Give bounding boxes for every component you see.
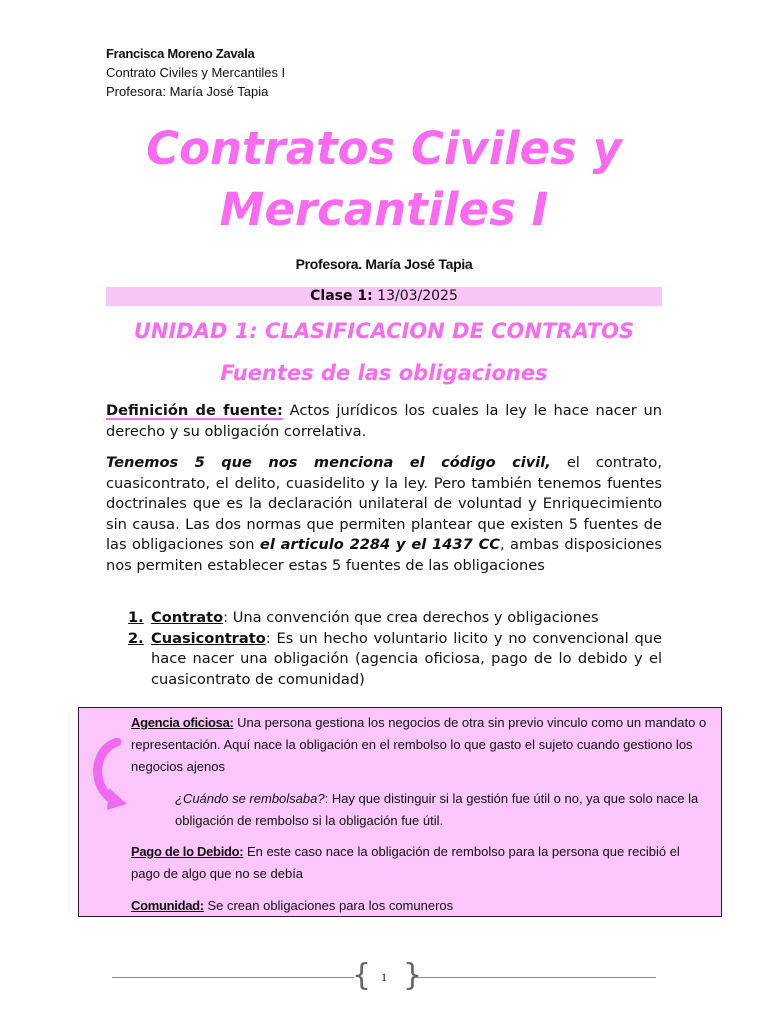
page-number: 1 (381, 970, 387, 984)
clase-label: Clase 1: (310, 288, 373, 304)
comunidad-text: Se crean obligaciones para los comuneros (203, 898, 454, 913)
pago-text: En este caso nace la obligación de rembolso para la persona que recibió el pago de algo que no se debía (131, 844, 680, 881)
list-label: Contrato (151, 609, 224, 626)
list-item (128, 608, 662, 629)
course-name: Contrato Civiles y Mercantiles I (106, 65, 286, 80)
section-heading: Fuentes de las obligaciones (220, 361, 548, 385)
title-line-2: Mercantiles I (219, 183, 549, 236)
sources-list (128, 608, 662, 690)
right-brace-icon: } (403, 958, 423, 993)
document-header (106, 44, 285, 101)
definition-label: Definición de fuente: (106, 402, 283, 419)
pago-label: Pago de lo Debido: (131, 844, 244, 859)
left-brace-icon: { (352, 958, 372, 993)
professor-line: Profesora. María José Tapia (295, 256, 473, 272)
definition-text: Actos jurídicos los cuales la ley le hace nacer un derecho y su obligación correlativa. (106, 402, 663, 440)
articles-reference: el articulo 2284 y el 1437 CC (259, 536, 500, 553)
footer-divider-left (112, 977, 354, 978)
sources-text-1: el contrato, cuasicontrato, el delito, cuasidelito y la ley. Pero también tenemos fuentes doctrinales que es la declaración unilateral de voluntad y Enriquecimiento sin causa. Las dos normas que permiten plantear que existen 5 fuentes de las obligaciones son (106, 454, 663, 553)
author-name: Francisca Moreno Zavala (106, 46, 255, 61)
unit-heading: UNIDAD 1: CLASIFICACION DE CONTRATOS (133, 319, 635, 343)
definition-paragraph (106, 401, 662, 442)
title-line-1: Contratos Civiles y (146, 122, 622, 175)
comunidad-paragraph (131, 895, 711, 917)
rembolso-answer: : Hay que distinguir si la gestión fue útil o no, ya que solo nace la obligación de rembolso si la obligación fue útil. (175, 791, 699, 828)
list-item (128, 629, 662, 691)
footer-divider-right (414, 977, 656, 978)
clase-bar (106, 287, 662, 306)
agencia-text: Una persona gestiona los negocios de otra sin previo vinculo como un mandato o representación. Aquí nace la obligación en el rembolso lo que gasto el sujeto cuando gestiono los negocios ajenos (131, 715, 707, 774)
agencia-label: Agencia oficiosa: (131, 715, 234, 730)
rembolso-question: ¿Cuándo se rembolsaba? (175, 791, 325, 806)
curved-arrow-icon (87, 738, 129, 810)
list-text: : Es un hecho voluntario licito y no convencional que hace nacer una obligación (agencia oficiosa, pago de lo debido y el cuasicontrato de comunidad) (151, 629, 662, 688)
cuasicontrato-box (78, 707, 722, 917)
sources-paragraph (106, 453, 662, 576)
agencia-paragraph (131, 712, 711, 778)
rembolso-paragraph (175, 788, 711, 832)
document-title (106, 118, 662, 240)
list-text: : Una convención que crea derechos y obligaciones (223, 609, 599, 626)
list-label: Cuasicontrato (151, 629, 266, 647)
sources-lead: Tenemos 5 que nos menciona el código civil, (106, 454, 551, 471)
sources-text-2: , ambas disposiciones nos permiten establecer estas 5 fuentes de las obligaciones (106, 536, 663, 574)
clase-date: 13/03/2025 (377, 288, 458, 304)
list-number: 2. (128, 629, 144, 647)
pago-paragraph (131, 841, 711, 885)
comunidad-label: Comunidad: (131, 898, 204, 913)
teacher-name: Profesora: María José Tapia (106, 84, 269, 99)
list-number: 1. (128, 609, 144, 626)
